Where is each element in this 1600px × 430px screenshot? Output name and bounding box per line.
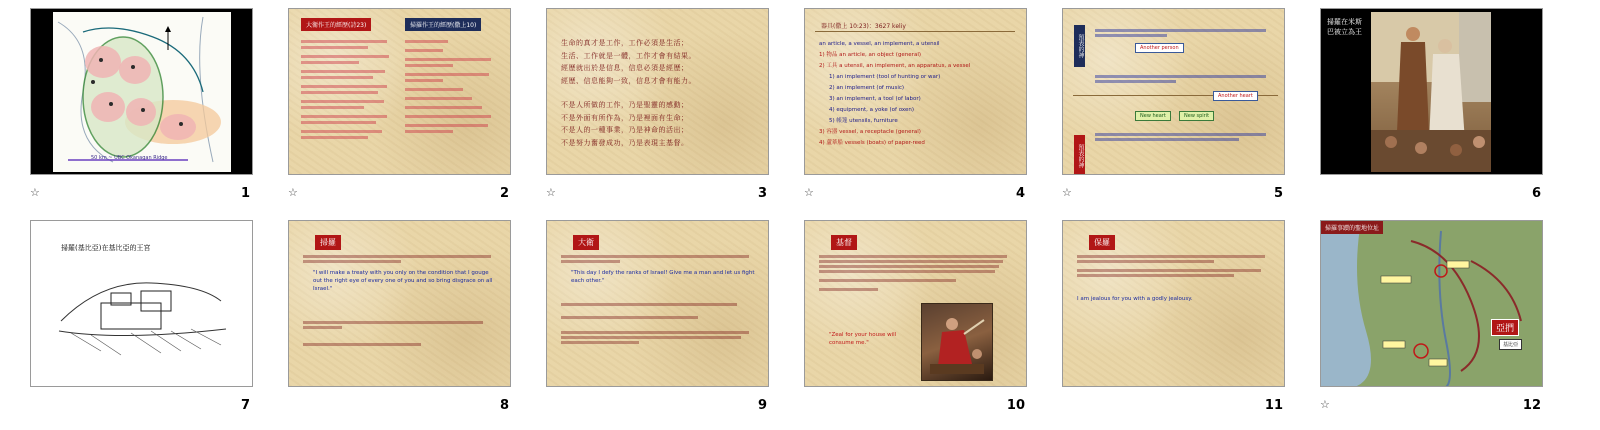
slide-4-line-8: 5) 帳篷 utensils, furniture — [829, 118, 898, 124]
slide-thumbnail-9[interactable] — [546, 220, 769, 387]
slide-3-line-2: 生活、工作就是一體，工作才會有結果。 — [561, 51, 696, 60]
slide-3-number: 3 — [757, 186, 767, 201]
slide-3-line-1: 生命的真才是工作，工作必須是生活； — [561, 39, 689, 47]
slide-12-number: 12 — [1522, 398, 1541, 413]
map-panel — [53, 12, 231, 172]
slide-12-tag-gibeah: 基比亞 — [1499, 339, 1522, 350]
slide-9-body-top — [561, 253, 757, 265]
slide-thumbnail-10[interactable] — [804, 220, 1027, 387]
slide-3-line-6: 不是人所做的工作，乃是聖靈的感動； — [561, 101, 689, 109]
slide-5-text-c — [1095, 131, 1275, 143]
slide-thumbnail-3[interactable] — [546, 8, 769, 175]
map-scale-caption: 50 km ~ UBC Okanagan Ridge — [91, 155, 168, 161]
slide-4-line-9: 3) 容器 vessel, a receptacle (general) — [819, 129, 921, 135]
slide-4-line-1: an article, a vessel, an implement, a utensil — [819, 41, 940, 47]
slide-12-tag-ammon: 亞捫 — [1491, 319, 1519, 336]
slide-thumbnail-5[interactable] — [1062, 8, 1285, 175]
slide-thumbnail-12[interactable] — [1320, 220, 1543, 387]
slide-5-callout-new-spirit: New spirit — [1179, 111, 1214, 121]
slide-4-list — [819, 39, 1024, 149]
slide-8-body-bottom — [303, 319, 499, 348]
slide-7-sketch — [31, 221, 253, 387]
slide-1-number: 1 — [240, 186, 250, 201]
slide-4-star-icon[interactable]: ☆ — [804, 186, 814, 199]
slide-3-line-4: 經歷、信息能夠一致，信息才會有能力。 — [561, 76, 696, 85]
slide-thumbnail-2[interactable] — [288, 8, 511, 175]
slide-5-text-a — [1095, 27, 1275, 39]
slide-5-text-b — [1095, 73, 1275, 85]
slide-5-callout-new-heart: New heart — [1135, 111, 1171, 121]
slide-10-figures — [922, 304, 992, 380]
slide-2-right-column — [405, 37, 501, 136]
slide-4-line-3: 2) 工具 a utensil, an implement, an apparatus, a vessel — [819, 63, 971, 69]
slide-7-title: 掃羅(基比亞)在基比亞的王宮 — [61, 244, 151, 252]
slide-6-painting — [1371, 12, 1491, 172]
slide-7-number: 7 — [240, 398, 250, 413]
slide-2-number: 2 — [499, 186, 509, 201]
slide-9-number: 9 — [757, 398, 767, 413]
slide-10-body — [819, 253, 1015, 293]
slide-4-line-4: 1) an implement (tool of hunting or war) — [829, 74, 941, 80]
slide-5-callout-another-heart: Another heart — [1213, 91, 1258, 101]
slide-10-quote: "Zeal for your house will consume me." — [829, 332, 897, 346]
slide-10-header: 基督 — [831, 235, 857, 250]
slide-2-right-header: 掃羅作王的經歷(撒上10) — [405, 18, 481, 31]
slide-9-body-bottom — [561, 301, 757, 346]
slide-12-star-icon[interactable]: ☆ — [1320, 398, 1330, 411]
slide-thumbnail-7[interactable] — [30, 220, 253, 387]
slide-6-caption: 掃羅在米斯巴被立為王 — [1327, 18, 1362, 36]
slide-12-title: 掃羅事蹟的聖地位址 — [1321, 221, 1383, 234]
slide-9-quote: "This day I defy the ranks of Israel! Give me a man and let us fight each other." — [571, 270, 755, 284]
slide-5-star-icon[interactable]: ☆ — [1062, 186, 1072, 199]
slide-2-left-column — [301, 37, 397, 142]
slide-3-line-3: 經歷就出於是信息，信息必須是經歷； — [561, 64, 689, 72]
slide-4-divider — [815, 31, 1015, 32]
slide-8-body-top — [303, 253, 499, 265]
slide-1-star-icon[interactable]: ☆ — [30, 186, 40, 199]
slide-3-line-7: 不是外面有所作為，乃是裡面有生命； — [561, 113, 689, 122]
slide-10-painting — [921, 303, 993, 381]
slide-3-line-8: 不是人的一種事業，乃是神命的活出； — [561, 126, 689, 134]
slide-4-line-6: 3) an implement, a tool (of labor) — [829, 96, 921, 102]
slide-11-body — [1077, 253, 1273, 279]
slide-thumbnail-6[interactable] — [1320, 8, 1543, 175]
slide-5-callout-another-person: Another person — [1135, 43, 1184, 53]
slide-4-title: 器具(撒上 10:23)：3627 keliy — [821, 23, 906, 30]
slide-4-number: 4 — [1015, 186, 1025, 201]
slide-4-line-2: 1) 物品 an article, an object (general) — [819, 52, 921, 58]
slide-12-map — [1321, 221, 1543, 387]
slide-4-line-10: 4) 蘆葦船 vessels (boats) of paper-reed — [819, 140, 925, 146]
slide-thumbnail-11[interactable] — [1062, 220, 1285, 387]
slide-4-line-7: 4) equipment, a yoke (of oxen) — [829, 107, 915, 113]
slide-5-side-bottom: 預表的神 — [1074, 135, 1085, 175]
slide-3-line-9: 不是努力奮發成功，乃是表現主基督。 — [561, 138, 689, 147]
slide-5-number: 5 — [1273, 186, 1283, 201]
slide-3-star-icon[interactable]: ☆ — [546, 186, 556, 199]
slide-10-number: 10 — [1006, 398, 1025, 413]
slide-5-side-top: 預表的神 — [1074, 25, 1085, 67]
slide-11-header: 保羅 — [1089, 235, 1115, 250]
slide-8-quote: "I will make a treaty with you only on the condition that I gouge out the right eye of every one of you and so bring disgrace on all Israel." — [313, 270, 493, 292]
slide-3-spacer — [561, 87, 761, 99]
slide-9-header: 大衛 — [573, 235, 599, 250]
slide-6-figures — [1371, 12, 1491, 172]
slide-thumbnail-4[interactable] — [804, 8, 1027, 175]
slide-11-number: 11 — [1264, 398, 1283, 413]
region-map — [53, 12, 231, 172]
slide-11-quote: I am jealous for you with a godly jealousy. — [1077, 296, 1193, 302]
slide-2-star-icon[interactable]: ☆ — [288, 186, 298, 199]
slide-4-line-5: 2) an implement (of music) — [829, 85, 905, 91]
slide-6-number: 6 — [1531, 186, 1541, 201]
slide-thumbnail-8[interactable] — [288, 220, 511, 387]
slide-8-header: 掃羅 — [315, 235, 341, 250]
slide-2-left-header: 大衛作王的經歷(詩23) — [301, 18, 371, 31]
slide-3-text — [561, 37, 761, 149]
slide-8-number: 8 — [499, 398, 509, 413]
slide-thumbnail-1[interactable] — [30, 8, 253, 175]
